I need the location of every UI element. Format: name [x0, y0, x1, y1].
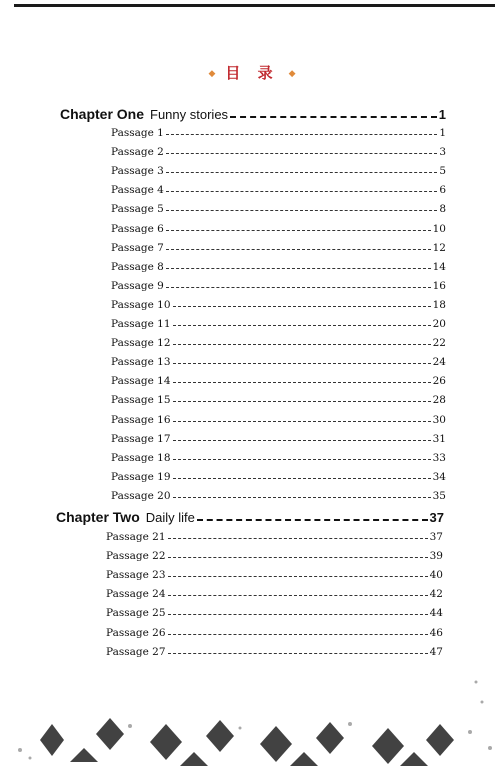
passage-label: Passage 25 — [106, 607, 166, 620]
bullet-dot-icon: ◆ — [208, 68, 216, 79]
passage-page-number: 34 — [432, 470, 446, 483]
dot-leader — [173, 324, 431, 326]
dot-leader — [173, 439, 431, 441]
passage-label: Passage 26 — [106, 626, 166, 639]
dot-leader — [166, 229, 431, 231]
passage-entry[interactable] — [111, 261, 446, 273]
passage-label: Passage 24 — [106, 588, 166, 601]
dot-leader — [166, 248, 431, 250]
chapter-title: Funny stories — [150, 107, 229, 122]
passage-label: Passage 1 — [111, 127, 164, 139]
passage-page-number: 39 — [429, 550, 443, 563]
passage-entry[interactable] — [111, 203, 446, 215]
passage-page-number: 47 — [429, 645, 443, 658]
dot-leader — [173, 477, 431, 479]
passage-label: Passage 16 — [111, 413, 171, 426]
dot-leader — [168, 537, 428, 539]
passage-page-number: 31 — [432, 432, 446, 445]
passage-page-number: 22 — [432, 337, 446, 350]
passage-entry[interactable] — [111, 490, 446, 502]
passage-label: Passage 14 — [111, 375, 171, 388]
passage-entry[interactable] — [111, 280, 446, 292]
passage-label: Passage 10 — [111, 298, 171, 311]
passage-page-number: 42 — [429, 588, 443, 601]
passage-entry[interactable] — [111, 127, 446, 139]
dot-leader — [166, 133, 437, 135]
chapter-entry[interactable] — [56, 509, 444, 525]
dot-leader — [173, 362, 431, 364]
passage-page-number: 14 — [432, 260, 446, 273]
dot-leader — [173, 343, 431, 345]
dot-leader — [166, 171, 437, 173]
passage-entry[interactable] — [111, 242, 446, 254]
dot-leader — [168, 633, 428, 635]
passage-page-number: 28 — [432, 394, 446, 407]
passage-entry[interactable] — [111, 184, 446, 196]
passage-label: Passage 23 — [106, 569, 166, 582]
passage-label: Passage 17 — [111, 432, 171, 445]
dot-leader — [173, 400, 431, 402]
passage-entry[interactable] — [111, 375, 446, 387]
passage-label: Passage 22 — [106, 550, 166, 563]
passage-page-number: 35 — [432, 489, 446, 502]
passage-label: Passage 19 — [111, 470, 171, 483]
passage-page-number: 44 — [429, 607, 443, 620]
passage-page-number: 5 — [439, 165, 446, 178]
passage-label: Passage 3 — [111, 165, 164, 178]
dot-leader — [168, 652, 428, 654]
passage-label: Passage 8 — [111, 260, 164, 273]
toc-heading-text: 目 录 — [225, 64, 279, 82]
passage-page-number: 12 — [432, 241, 446, 254]
passage-page-number: 8 — [439, 203, 446, 216]
passage-page-number: 26 — [432, 375, 446, 388]
passage-entry[interactable] — [111, 356, 446, 368]
passage-entry[interactable] — [106, 588, 443, 600]
chapter-page-number: 37 — [429, 510, 444, 525]
passage-page-number: 33 — [432, 451, 446, 464]
dot-leader — [173, 458, 431, 460]
passage-label: Passage 21 — [106, 531, 166, 543]
passage-entry[interactable] — [111, 299, 446, 311]
passage-entry[interactable] — [111, 165, 446, 177]
dot-leader — [166, 267, 431, 269]
passage-page-number: 10 — [432, 222, 446, 235]
passage-page-number: 24 — [432, 356, 446, 369]
dot-leader — [166, 209, 437, 211]
dot-leader — [166, 190, 437, 192]
dot-leader — [173, 420, 431, 422]
dot-leader — [173, 496, 431, 498]
passage-page-number: 30 — [432, 413, 446, 426]
passage-entry[interactable] — [106, 627, 443, 639]
passage-label: Passage 7 — [111, 241, 164, 254]
passage-label: Passage 9 — [111, 279, 164, 292]
passage-entry[interactable] — [106, 607, 443, 619]
passage-entry[interactable] — [111, 394, 446, 406]
bullet-dot-icon: ◆ — [288, 68, 296, 79]
chapter-page-number: 1 — [438, 107, 446, 122]
dot-leader — [173, 305, 431, 307]
passage-entry[interactable] — [111, 414, 446, 426]
passage-page-number: 1 — [439, 127, 446, 139]
passage-entry[interactable] — [111, 433, 446, 445]
passage-label: Passage 27 — [106, 645, 166, 658]
chapter-number: Chapter One — [60, 106, 145, 122]
passage-label: Passage 20 — [111, 489, 171, 502]
passage-label: Passage 18 — [111, 451, 171, 464]
chapter-entry[interactable] — [60, 106, 446, 122]
passage-entry[interactable] — [106, 646, 443, 658]
passage-page-number: 18 — [432, 298, 446, 311]
dot-leader — [168, 594, 428, 596]
passage-label: Passage 12 — [111, 337, 171, 350]
passage-label: Passage 15 — [111, 394, 171, 407]
dot-leader — [168, 556, 428, 558]
passage-page-number: 6 — [439, 184, 446, 197]
passage-entry[interactable] — [111, 337, 446, 349]
chapter-title: Daily life — [145, 510, 195, 525]
passage-label: Passage 4 — [111, 184, 164, 197]
chapter-number: Chapter Two — [56, 509, 140, 525]
dot-leader — [166, 152, 437, 154]
passage-page-number: 3 — [439, 146, 446, 159]
passage-page-number: 20 — [432, 318, 446, 330]
dot-leader — [230, 115, 437, 118]
passage-entry[interactable] — [111, 146, 446, 158]
dot-leader — [166, 286, 431, 288]
dot-leader — [168, 575, 428, 577]
passage-label: Passage 5 — [111, 203, 164, 216]
passage-label: Passage 13 — [111, 356, 171, 369]
passage-label: Passage 2 — [111, 146, 164, 159]
passage-entry[interactable] — [111, 452, 446, 464]
dot-leader — [168, 613, 428, 615]
passage-entry[interactable] — [111, 318, 446, 330]
passage-entry[interactable] — [111, 223, 446, 235]
passage-label: Passage 6 — [111, 222, 164, 235]
dot-leader — [197, 518, 428, 521]
passage-entry[interactable] — [111, 471, 446, 483]
passage-page-number: 46 — [429, 626, 443, 639]
passage-label: Passage 11 — [111, 318, 171, 330]
passage-page-number: 40 — [429, 569, 443, 582]
passage-page-number: 37 — [429, 531, 443, 543]
decorative-speckle-border — [0, 662, 504, 772]
passage-entry[interactable] — [106, 569, 443, 581]
passage-entry[interactable] — [106, 531, 443, 543]
passage-page-number: 16 — [432, 279, 446, 292]
passage-entry[interactable] — [106, 550, 443, 562]
dot-leader — [173, 381, 431, 383]
